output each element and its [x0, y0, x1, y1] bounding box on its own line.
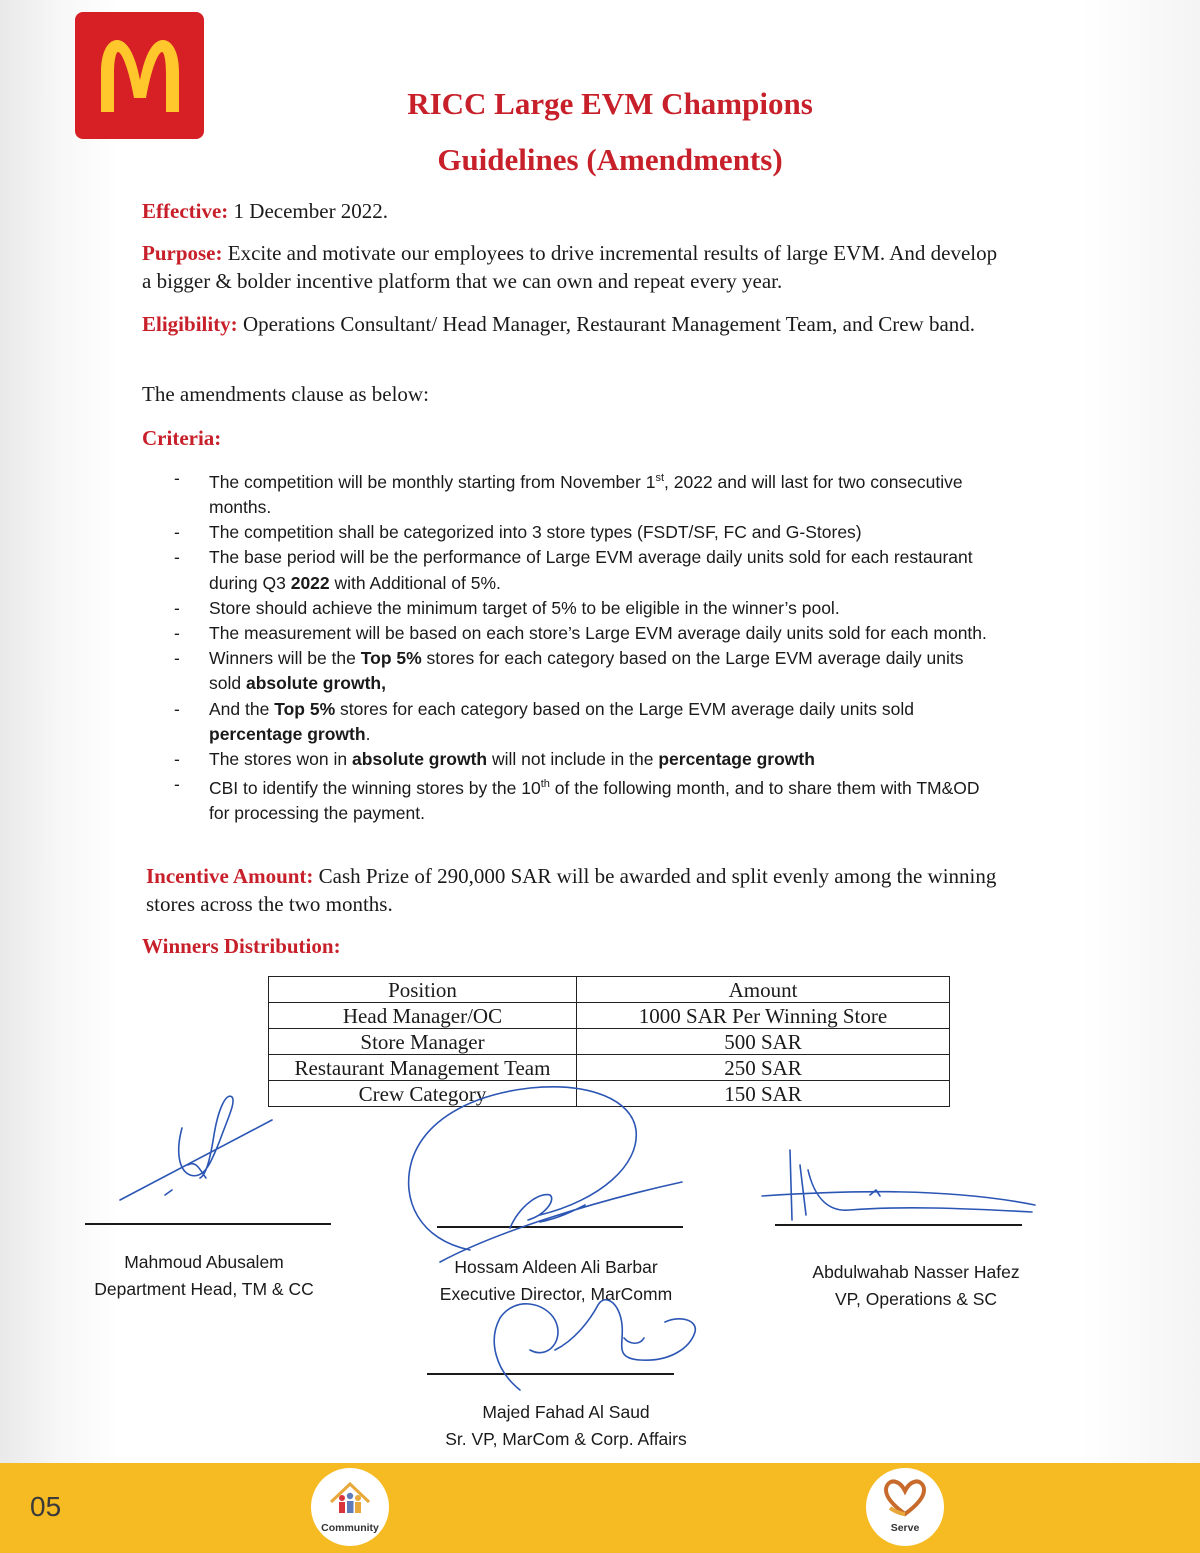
signature-line [437, 1226, 683, 1228]
document-subtitle: Guidelines (Amendments) [437, 142, 783, 177]
serve-label: Serve [890, 1522, 920, 1534]
table-row [269, 1081, 950, 1107]
purpose-label: Purpose: [142, 241, 223, 265]
serve-badge [866, 1468, 944, 1546]
winners-heading [142, 932, 1002, 960]
criteria-item: - The base period will be the performance of Large EVM average daily units sold for each restaurant during Q3 2022 with Additional of 5%. [172, 545, 992, 595]
signatory-block [54, 1249, 354, 1303]
criteria-list [172, 466, 992, 827]
signature-line [85, 1223, 331, 1225]
signature-barbar [409, 1087, 682, 1262]
signatory-title: Executive Director, MarComm [439, 1284, 673, 1304]
community-house-icon [311, 1468, 389, 1524]
criteria-heading [142, 424, 1002, 452]
header-position: Position [269, 977, 577, 1003]
position-cell: Restaurant Management Team [269, 1055, 577, 1081]
signature-abusalem [120, 1096, 272, 1200]
header-amount: Amount [577, 977, 950, 1003]
purpose-paragraph [142, 239, 1002, 295]
position-cell: Crew Category [269, 1081, 577, 1107]
signature-line [775, 1224, 1022, 1226]
eligibility-paragraph [142, 310, 1002, 338]
purpose-text: Excite and motivate our employees to drive incremental results of large EVM. And develop a bigger & bolder incentive platform that we can own and repeat every year. [142, 241, 998, 293]
signatory-title: VP, Operations & SC [834, 1289, 998, 1309]
criteria-item: - The competition shall be categorized into 3 store types (FSDT/SF, FC and G-Stores) [172, 520, 992, 545]
signature-hafez [762, 1150, 1035, 1220]
effective-text: 1 December 2022. [228, 199, 389, 223]
criteria-item: - The stores won in absolute growth will not include in the percentage growth [172, 747, 992, 772]
table-row [269, 1029, 950, 1055]
position-cell: Store Manager [269, 1029, 577, 1055]
signatory-block [766, 1259, 1066, 1313]
serve-heart-hands-icon [866, 1468, 944, 1524]
signature-alsaud [494, 1300, 695, 1390]
page-footer [0, 1463, 1200, 1553]
winners-table [268, 976, 950, 1107]
amendments-intro: The amendments clause as below: [142, 382, 429, 406]
community-label: Community [321, 1522, 379, 1534]
incentive-label: Incentive Amount: [146, 864, 314, 888]
eligibility-label: Eligibility: [142, 312, 238, 336]
signatory-name: Abdulwahab Nasser Hafez [812, 1262, 1020, 1282]
effective-paragraph [142, 197, 1002, 225]
eligibility-text: Operations Consultant/ Head Manager, Restaurant Management Team, and Crew band. [237, 312, 976, 336]
signatory-name: Mahmoud Abusalem [124, 1252, 284, 1272]
criteria-item: - The measurement will be based on each store’s Large EVM average daily units sold for each month. [172, 621, 992, 646]
criteria-item: - CBI to identify the winning stores by the 10th of the following month, and to share them with TM&OD for processing the payment. [172, 772, 992, 826]
table-row [269, 1003, 950, 1029]
signatory-title: Department Head, TM & CC [94, 1279, 314, 1299]
signatory-block [406, 1399, 726, 1453]
amount-cell: 250 SAR [577, 1055, 950, 1081]
criteria-item: - The competition will be monthly starting from November 1st, 2022 and will last for two consecutive months. [172, 466, 992, 520]
signature-line [427, 1373, 674, 1375]
community-badge [311, 1468, 389, 1546]
amount-cell: 500 SAR [577, 1029, 950, 1055]
amount-cell: 150 SAR [577, 1081, 950, 1107]
incentive-paragraph [146, 862, 1002, 918]
winners-label: Winners Distribution: [142, 934, 341, 958]
position-cell: Head Manager/OC [269, 1003, 577, 1029]
page-number: 05 [30, 1491, 62, 1522]
signatory-name: Majed Fahad Al Saud [482, 1402, 650, 1422]
criteria-label: Criteria: [142, 426, 222, 450]
incentive-text: Cash Prize of 290,000 SAR will be awarded and split evenly among the winning stores across the two months. [146, 864, 997, 916]
document-title: RICC Large EVM Champions [407, 86, 813, 121]
criteria-item: - Store should achieve the minimum target of 5% to be eligible in the winner’s pool. [172, 596, 992, 621]
amount-cell: 1000 SAR Per Winning Store [577, 1003, 950, 1029]
signatory-block [406, 1254, 706, 1308]
signatory-title: Sr. VP, MarCom & Corp. Affairs [445, 1429, 687, 1449]
table-row [269, 1055, 950, 1081]
effective-label: Effective: [142, 199, 229, 223]
signatory-name: Hossam Aldeen Ali Barbar [454, 1257, 658, 1277]
criteria-item: - Winners will be the Top 5% stores for each category based on the Large EVM average daily units sold absolute growth, [172, 646, 992, 696]
table-header-row [269, 977, 950, 1003]
criteria-item: - And the Top 5% stores for each category based on the Large EVM average daily units sold percentage growth. [172, 697, 992, 747]
